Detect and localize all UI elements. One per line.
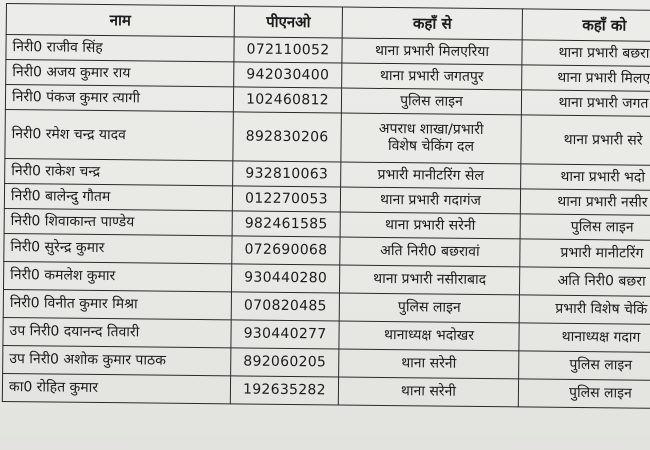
cell-to: पुलिस लाइन: [519, 351, 650, 381]
cell-from-line: अपराध शाखा/प्रभारी: [378, 120, 484, 139]
cell-from: [339, 293, 519, 323]
cell-name: निरी0 रमेश चन्द्र यादव: [5, 109, 234, 160]
table-row: [2, 373, 650, 408]
cell-name: निरी0 सुरेन्द्र कुमार: [4, 233, 232, 263]
cell-pno: 072690068: [232, 236, 340, 265]
cell-pno: 070820485: [231, 292, 339, 321]
cell-pno: 072110052: [234, 37, 342, 63]
cell-pno: 012270053: [232, 186, 340, 212]
cell-from: [341, 113, 522, 164]
cell-to: थाना प्रभारी मिलए: [522, 65, 650, 92]
cell-from-line: थाना प्रभारी जगतपुर: [379, 67, 484, 85]
cell-pno: 892060205: [231, 348, 339, 377]
cell-name: निरी0 शिवाकान्त पाण्डेय: [4, 208, 232, 235]
cell-from: [342, 38, 522, 65]
cell-from-line: अति निरी0 बछरावां: [380, 242, 480, 260]
cell-from: [339, 321, 519, 351]
cell-from: [339, 349, 519, 379]
cell-name: निरी0 पंकज कुमार त्यागी: [5, 85, 233, 112]
cell-name: का0 रोहित कुमार: [2, 373, 230, 403]
cell-from-line: थाना प्रभारी गदागंज: [379, 191, 481, 209]
cell-to: प्रभारी मानीटरिंग: [520, 239, 650, 269]
cell-to: थाना प्रभारी सरे: [521, 115, 650, 166]
cell-from: [340, 237, 520, 267]
cell-to: पुलिस लाइन: [518, 379, 650, 409]
cell-name: उप निरी0 दयानन्द तिवारी: [3, 317, 231, 347]
cell-pno: 930440277: [231, 320, 339, 349]
cell-name: निरी0 बालेन्दु गौतम: [4, 183, 232, 210]
cell-pno: 892830206: [233, 112, 342, 162]
cell-name: निरी0 राकेश चन्द्र: [5, 158, 233, 185]
cell-name: निरी0 कमलेश कुमार: [3, 261, 231, 291]
cell-from: [342, 63, 522, 90]
cell-pno: 192635282: [230, 376, 338, 405]
cell-to: थाना प्रभारी नसीर: [520, 189, 650, 216]
cell-from-line: थाना सरेनी: [400, 383, 457, 400]
cell-from-line: विशेष चेकिंग दल: [387, 138, 475, 155]
cell-to: प्रभारी विशेष चेकिं: [519, 295, 650, 325]
header-from: कहाँ से: [342, 7, 522, 40]
cell-pno: 982461585: [232, 211, 340, 237]
cell-from-line: थाना प्रभारी नसीराबाद: [373, 270, 487, 289]
cell-pno: 942030400: [234, 62, 342, 88]
cell-from: [340, 187, 520, 214]
cell-from-line: थाना सरेनी: [401, 355, 457, 372]
cell-from: [340, 212, 520, 239]
cell-from: [338, 377, 518, 407]
header-name: नाम: [6, 4, 234, 37]
cell-to: अति निरी0 बछरा: [519, 267, 650, 297]
cell-pno: 102460812: [233, 87, 341, 113]
cell-from-line: पुलिस लाइन: [400, 92, 463, 110]
cell-from: [341, 162, 521, 189]
table-row: [5, 109, 650, 165]
cell-to: थानाध्यक्ष गदाग: [519, 323, 650, 353]
cell-name: निरी0 अजय कुमार राय: [6, 60, 234, 87]
cell-to: थाना प्रभारी भदो: [521, 164, 650, 191]
cell-to: थाना प्रभारी बछरा: [522, 40, 650, 67]
transfer-table: [2, 3, 650, 409]
cell-pno: 930440280: [231, 264, 339, 293]
cell-from: [339, 265, 519, 295]
cell-to: पुलिस लाइन: [520, 214, 650, 241]
header-pno: पीएनओ: [234, 6, 342, 38]
cell-from-line: पुलिस लाइन: [397, 299, 461, 316]
cell-from-line: प्रभारी मानीटरिंग सेल: [377, 166, 484, 184]
cell-name: निरी0 राजीव सिंह: [6, 35, 234, 62]
cell-from: [341, 88, 521, 115]
cell-pno: 932810063: [233, 161, 341, 187]
cell-from-line: थाना प्रभारी मिलएरिया: [374, 42, 490, 60]
cell-name: उप निरी0 अशोक कुमार पाठक: [3, 345, 231, 375]
cell-from-line: थाना प्रभारी सरेनी: [384, 216, 476, 234]
cell-name: निरी0 विनीत कुमार मिश्रा: [3, 289, 231, 319]
cell-to: थाना प्रभारी जगत: [521, 90, 650, 117]
cell-from-line: थानाध्यक्ष भदोखर: [383, 326, 475, 344]
header-to: कहाँ को: [522, 9, 650, 42]
